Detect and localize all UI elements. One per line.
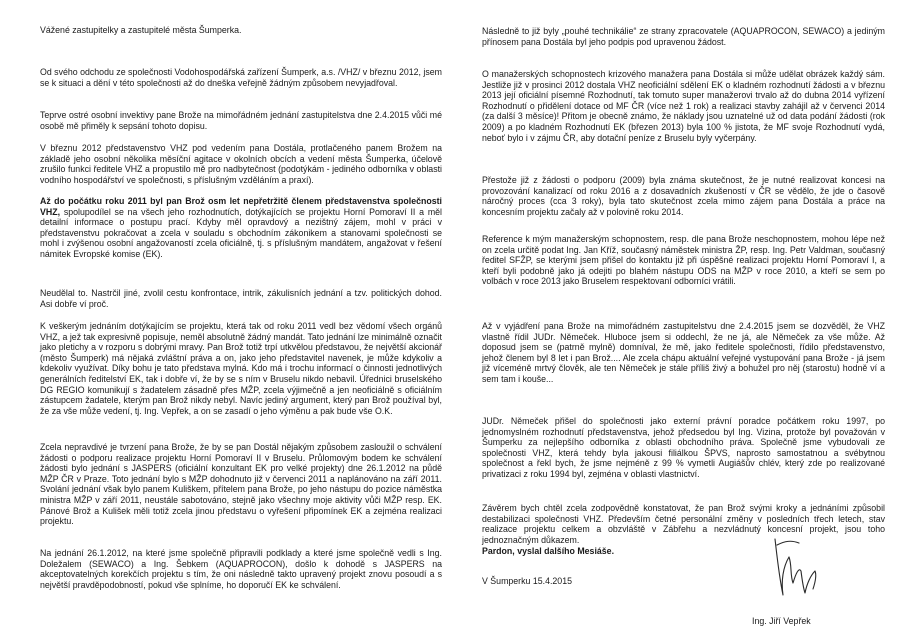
paragraph-brussels-approval: Zcela nepravdivé je tvrzení pana Brože, že by se pan Dostál nějakým způsobem zasloužil o schválení žádosti o podporu realizace projektu Horní Pomoraví II v Bruselu. Průlomovým bodem ke schválení žádosti bylo jednání s JASPERS (oficiální konzultant EK pro velké projekty) dne 26.1.2012 na půdě MŽP ČR v Praze. Toto jednání bylo s MŽP dohodnuto již v červenci 2011 a naplánováno na září 2011. Svolání jednání však bylo panem Kuliškem, přítelem pana Brože, po jeho nástupu do pozice náměstka ministra MŽP v září 2011, neustále sabotováno, stejně jako všechny moje aktivity vůči MŽP resp. EK. Pánové Brož a Kulišek měli totiž zcela jinou představu o vyřešení připomínek EK a zejména realizaci projektu. [40,442,442,527]
paragraph-references: Reference k mým manažerským schopnostem, resp. dle pana Brože neschopnostem, mohou lépe než on zcela určitě podat Ing. Jan Kříž, současný náměstek ministra ŽP, resp. Ing. Petr Valdman, současný ředitel SFŽP, se kterými jsem přišel do kontaktu již při úspěšné realizaci projektu Horní Pomoraví I, a kteří byli podobně jako já odejiti po blahém nástupu ODS na MŽP v roce 2010, a kteří se sem po volbách v roce 2013 jako Bruselem respektovaní odborníci vrátili. [482,234,885,287]
paragraph-jaspers-meeting: Na jednání 26.1.2012, na které jsme společně připravili podklady a které jsme společně vedli s Ing. Doležalem (SEWACO) a Ing. Šebkem (AQUAPROCON), došlo k dohodě s JASPERS na akceptovatelných korekčích projektu s tím, že oni následně takto upravený projekt znovu posoudí a s největší pravděpodobností, pokud vše splníme, ho doporučí EK ke schválení. [40,548,442,590]
handwritten-signature [765,531,825,601]
place-date: V Šumperku 15.4.2015 [482,576,572,586]
signer-name: Ing. Jiří Vepřek [752,616,811,626]
paragraph-did-not: Neudělal to. Nastrčil jiné, zvolil cestu konfrontace, intrik, zákulisních jednání a tzv. politických dohod. Asi dobře ví proč. [40,288,442,309]
paragraph-dismissal: V březnu 2012 představenstvo VHZ pod vedením pana Dostála, protlačeného panem Brožem na základě jeho osobní několika měsíční agitace v okolních obcích a vedení města Šumperka, účelově zrušilo funkci ředitele VHZ a propustilo mě pro nadbytečnost (podotýkám - jediného odborníka v oblasti vodního hospodářství ve společnosti, s příslušným vzděláním a praxí). [40,143,442,185]
paragraph-conclusion: Závěrem bych chtěl zcela zodpovědně konstatovat, že pan Brož svými kroky a jednáními způsobil destabilizaci společnosti VHZ. Především četné personální změny v posledních třech letech, stav realizace projektu celkem a obzvláště v Zábřehu a nezvládnutý koncesní projekt, jsou toho jednoznačným důkazem. [482,503,885,545]
paragraph-no-mandate: K veškerým jednáním dotýkajícím se projektu, která tak od roku 2011 vedl bez vědomí všech orgánů VHZ, a jež tak expresivně popisuje, neměl absolutně žádný mandát. Tato jednání lze minimálně označit jako pletichy a v rozporu s dobrými mravy. Pan Brož totiž trpí utkvělou představou, že největší akcionář (město Šumperk) má nějaká zvláštní práva a on, jako jeho představitel navenek, je může kdykoliv a kdekoliv využívat. Díky bohu je tato představa mylná. Kdo má i trochu informací o činnosti jednotlivých generálních ředitelství EK, tak i dobře ví, že by se s ním v Bruselu nikdo nebavil. Úřednici bruselského DG REGIO komunikují s žadatelem zásadně přes MŽP, zcela výjimečně a jen neoficiálně s oficiálním zástupcem žadatele, kterým pan Brož nikdy nebyl. Navíc jediný argument, který pan Brož používal byl, že za vše může vedení, tj. Ing. Vepřek, a on se zasadí o jeho výměnu a pak bude vše O.K. [40,321,442,416]
board-membership-text: spolupodílel se na všech jeho rozhodnutích, dotýkajících se projektu Horní Pomoraví II a měl detailní informace o postupu prací. Kdyby měl opravdový a nezištný zájem, mohl v práci v představenstvu pokračovat a zcela v souladu s obchodním zákonikem a stanovami společnosti se mohl i zvýšenou osobní angažovaností zcela oficiálně, tj. s příslušným mandátem, angažovat v řešení námitek Evropské komise (EK). [40,206,442,259]
paragraph-nemecek-statement: Až v vyjádření pana Brože na mimořádném zastupitelstvu dne 2.4.2015 jsem se dozvěděl, že VHZ vlastně řídil JUDr. Němeček. Hluboce jsem si oddechl, že ne já, ale Němeček za vše může. Až doposud jsem se (patrně mylně) domníval, že mě, jako ředitele společnosti, řídilo představenstvo, jehož členem byl 8 let i pan Brož.... Ale zcela chápu aktuální veřejné vystupování pana Brože - já jsem již víceméně mrtvý člověk, ale ten Němeček je stále příliš živý a bohužel pro něj (starostu) hodně ví a sem tam i kouše... [482,321,885,384]
paragraph-board-membership [40,196,442,260]
paragraph-manager-skills: O manažerských schopnostech krizového manažera pana Dostála si může udělat obrázek každý sám. Jestliže již v prosinci 2012 dostala VHZ neoficiální sdělení EK o kladném rozhodnutí žádosti a v březnu 2013 její oficiální písemné Rozhodnutí, tak tomuto super manažerovi trvalo až do dubna 2014 vyřízení Rozhodnutí o přidělení dotace od MF ČR (více než 1 rok) a realizaci stavby zahájil až v červenci 2014 (za další 3 měsíce)! Přitom je obecně známo, že náklady jsou uznatelné už od data podání žádosti (rok 2009) a po kladném Rozhodnutí EK (březen 2013) byla 100 % jistota, že MF svoje Rozhodnutí vydá, neboť bylo i v zájmu ČR, aby dotační peníze z Bruselu byly vyčerpány. [482,69,885,143]
greeting: Vážené zastupitelky a zastupitelé města Šumperka. [40,25,242,35]
paragraph-invectives: Teprve ostré osobní invektivy pane Brože na mimořádném jednání zastupitelstva dne 2.4.2015 vůči mé osobě mě přiměly k sepsání tohoto dopisu. [40,110,442,131]
paragraph-technicalities: Následně to již byly „pouhé technikálie“ ze strany zpracovatele (AQUAPROCON, SEWACO) a jediným přínosem pana Dostála byl jeho podpis pod upravenou žádost. [482,26,885,47]
board-membership-highlight: Až do počátku roku 2011 byl pan Brož osm let nepřetržitě členem představenstva společnosti VHZ, [40,196,442,217]
left-column [40,0,442,640]
closing-line: Pardon, vyslal dalšího Mesiáše. [482,546,615,556]
paragraph-departure: Od svého odchodu ze společnosti Vodohospodářská zařízení Šumperk, a.s. /VHZ/ v březnu 2012, jsem se k situaci a dění v této společnosti až do dneška veřejně žádným způsobem nevyjadřoval. [40,67,442,88]
paragraph-nemecek-history: JUDr. Němeček přišel do společnosti jako externí právní poradce počátkem roku 1997, po jednomyslném rozhodnutí představenstva, jehož předsedou byl Ing. Vizina, protože byl považován v Šumperku za nejlepšího odborníka z oblasti obchodního práva. Společně jsme vybudovali ze společnosti VHZ, která tehdy byla jakousi filiálkou ŠPVS, naprosto samostatnou a svébytnou společnost a řekl bych, že jsme nejméně z 99 % vymetli Augiášův chlév, který zde po realizované privatizaci z roku 1994 byl, zejména v oblasti vlastnictví. [482,416,885,479]
paragraph-concession: Přestože již z žádosti o podporu (2009) byla známa skutečnost, že je nutné realizovat koncesi na provozování kanalizací od roku 2016 a z dosavadních zkušeností v ČR se vědělo, že jde o časově náročný proces (cca 3 roky), byla tato skutečnost zcela mimo zájem pana Dostála a práce na koncesním projektu začaly až v polovině roku 2014. [482,175,885,217]
